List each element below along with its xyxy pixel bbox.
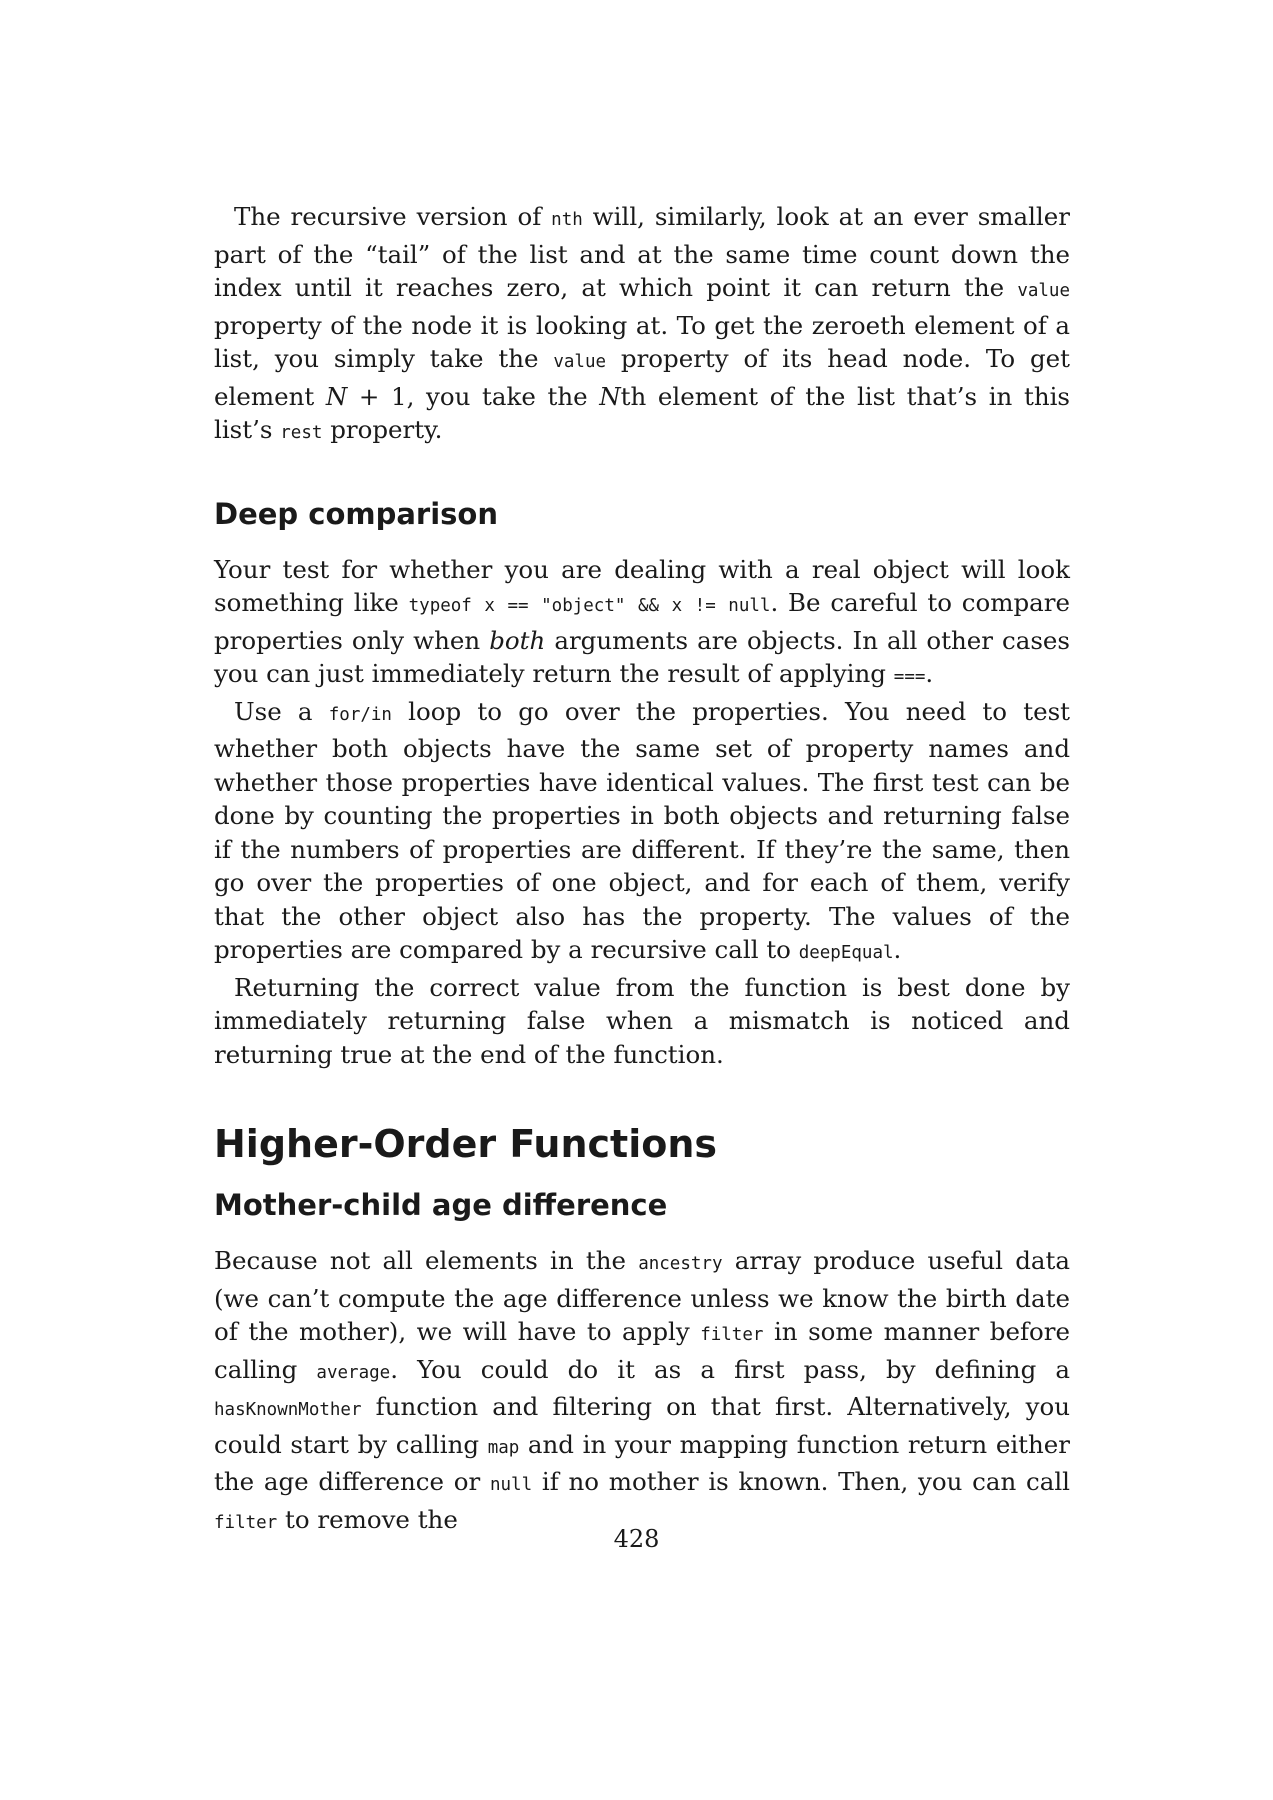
page-number: 428 bbox=[613, 1525, 660, 1553]
paragraph-deep-comparison-1: Your test for whether you are dealing with a real object will look something like typeof x == "object" && x != null. Be careful to compare properties only when both arguments are objects. In all other cases you can just immediately return the result of applying ===. bbox=[214, 554, 1070, 688]
chapter-heading: Higher-Order Functions bbox=[214, 1122, 718, 1166]
inline-code: filter bbox=[214, 1512, 278, 1533]
emphasis: both bbox=[489, 625, 546, 655]
paragraph-deep-comparison-2: Use a for/in loop to go over the properties. You need to test whether both objects have the same set of property names and whether those properties have identical values. The first test can be done by counting the properties in both objects and returning false if the numbers of properties are different. If they’re the same, then go over the properties of one object, and for each of them, verify that the other object also has the property. The values of the properties are compared by a recursive call to deepEqual. bbox=[214, 696, 1071, 964]
inline-code: average bbox=[316, 1362, 391, 1383]
paragraph-mother-child: Because not all elements in the ancestry array produce useful data (we can’t compute the age difference unless we know the birth date of the mother), we will have to apply filter in some manner before calling average. You could do it as a first pass, by defining a hasKnownMother function and filtering on that first. Alternatively, you could start by calling map and in your mapping function return either the age difference or null if no mother is known. Then, you can call filter to remove the bbox=[214, 1246, 1071, 1534]
inline-code: deepEqual bbox=[798, 943, 894, 963]
section-heading-mother-child: Mother-child age difference bbox=[214, 1188, 668, 1222]
inline-code: value bbox=[1017, 281, 1070, 301]
inline-code: ancestry bbox=[638, 1254, 723, 1274]
inline-code: value bbox=[553, 352, 607, 372]
inline-code: null bbox=[489, 1475, 533, 1495]
section-heading-deep-comparison: Deep comparison bbox=[214, 496, 498, 531]
page-content bbox=[214, 200, 1070, 1540]
inline-code: hasKnownMother bbox=[214, 1400, 362, 1420]
inline-code: map bbox=[487, 1437, 520, 1458]
inline-code: filter bbox=[700, 1325, 764, 1345]
paragraph-deep-comparison-3: Returning the correct value from the function is best done by immediately returning false when a mismatch is noticed and returning true at the end of the function. bbox=[214, 972, 1070, 1069]
inline-code: for/in bbox=[328, 704, 392, 725]
inline-code: typeof x == "object" && x != null bbox=[408, 596, 771, 616]
inline-code: nth bbox=[551, 210, 583, 230]
inline-code: rest bbox=[280, 423, 323, 443]
inline-code: === bbox=[893, 667, 926, 687]
math-variable: N bbox=[325, 381, 348, 411]
math-variable: N bbox=[599, 381, 621, 411]
paragraph-nth-hint: The recursive version of nth will, similarly, look at an ever smaller part of the “tail” of the list and at the same time count down the index until it reaches zero, at which point it can return the value property of the node it is looking at. To get the zeroeth element of a list, you simply take the value property of its head node. To get element N + 1, you take the Nth element of the list that’s in this list’s rest property. bbox=[214, 202, 1071, 444]
